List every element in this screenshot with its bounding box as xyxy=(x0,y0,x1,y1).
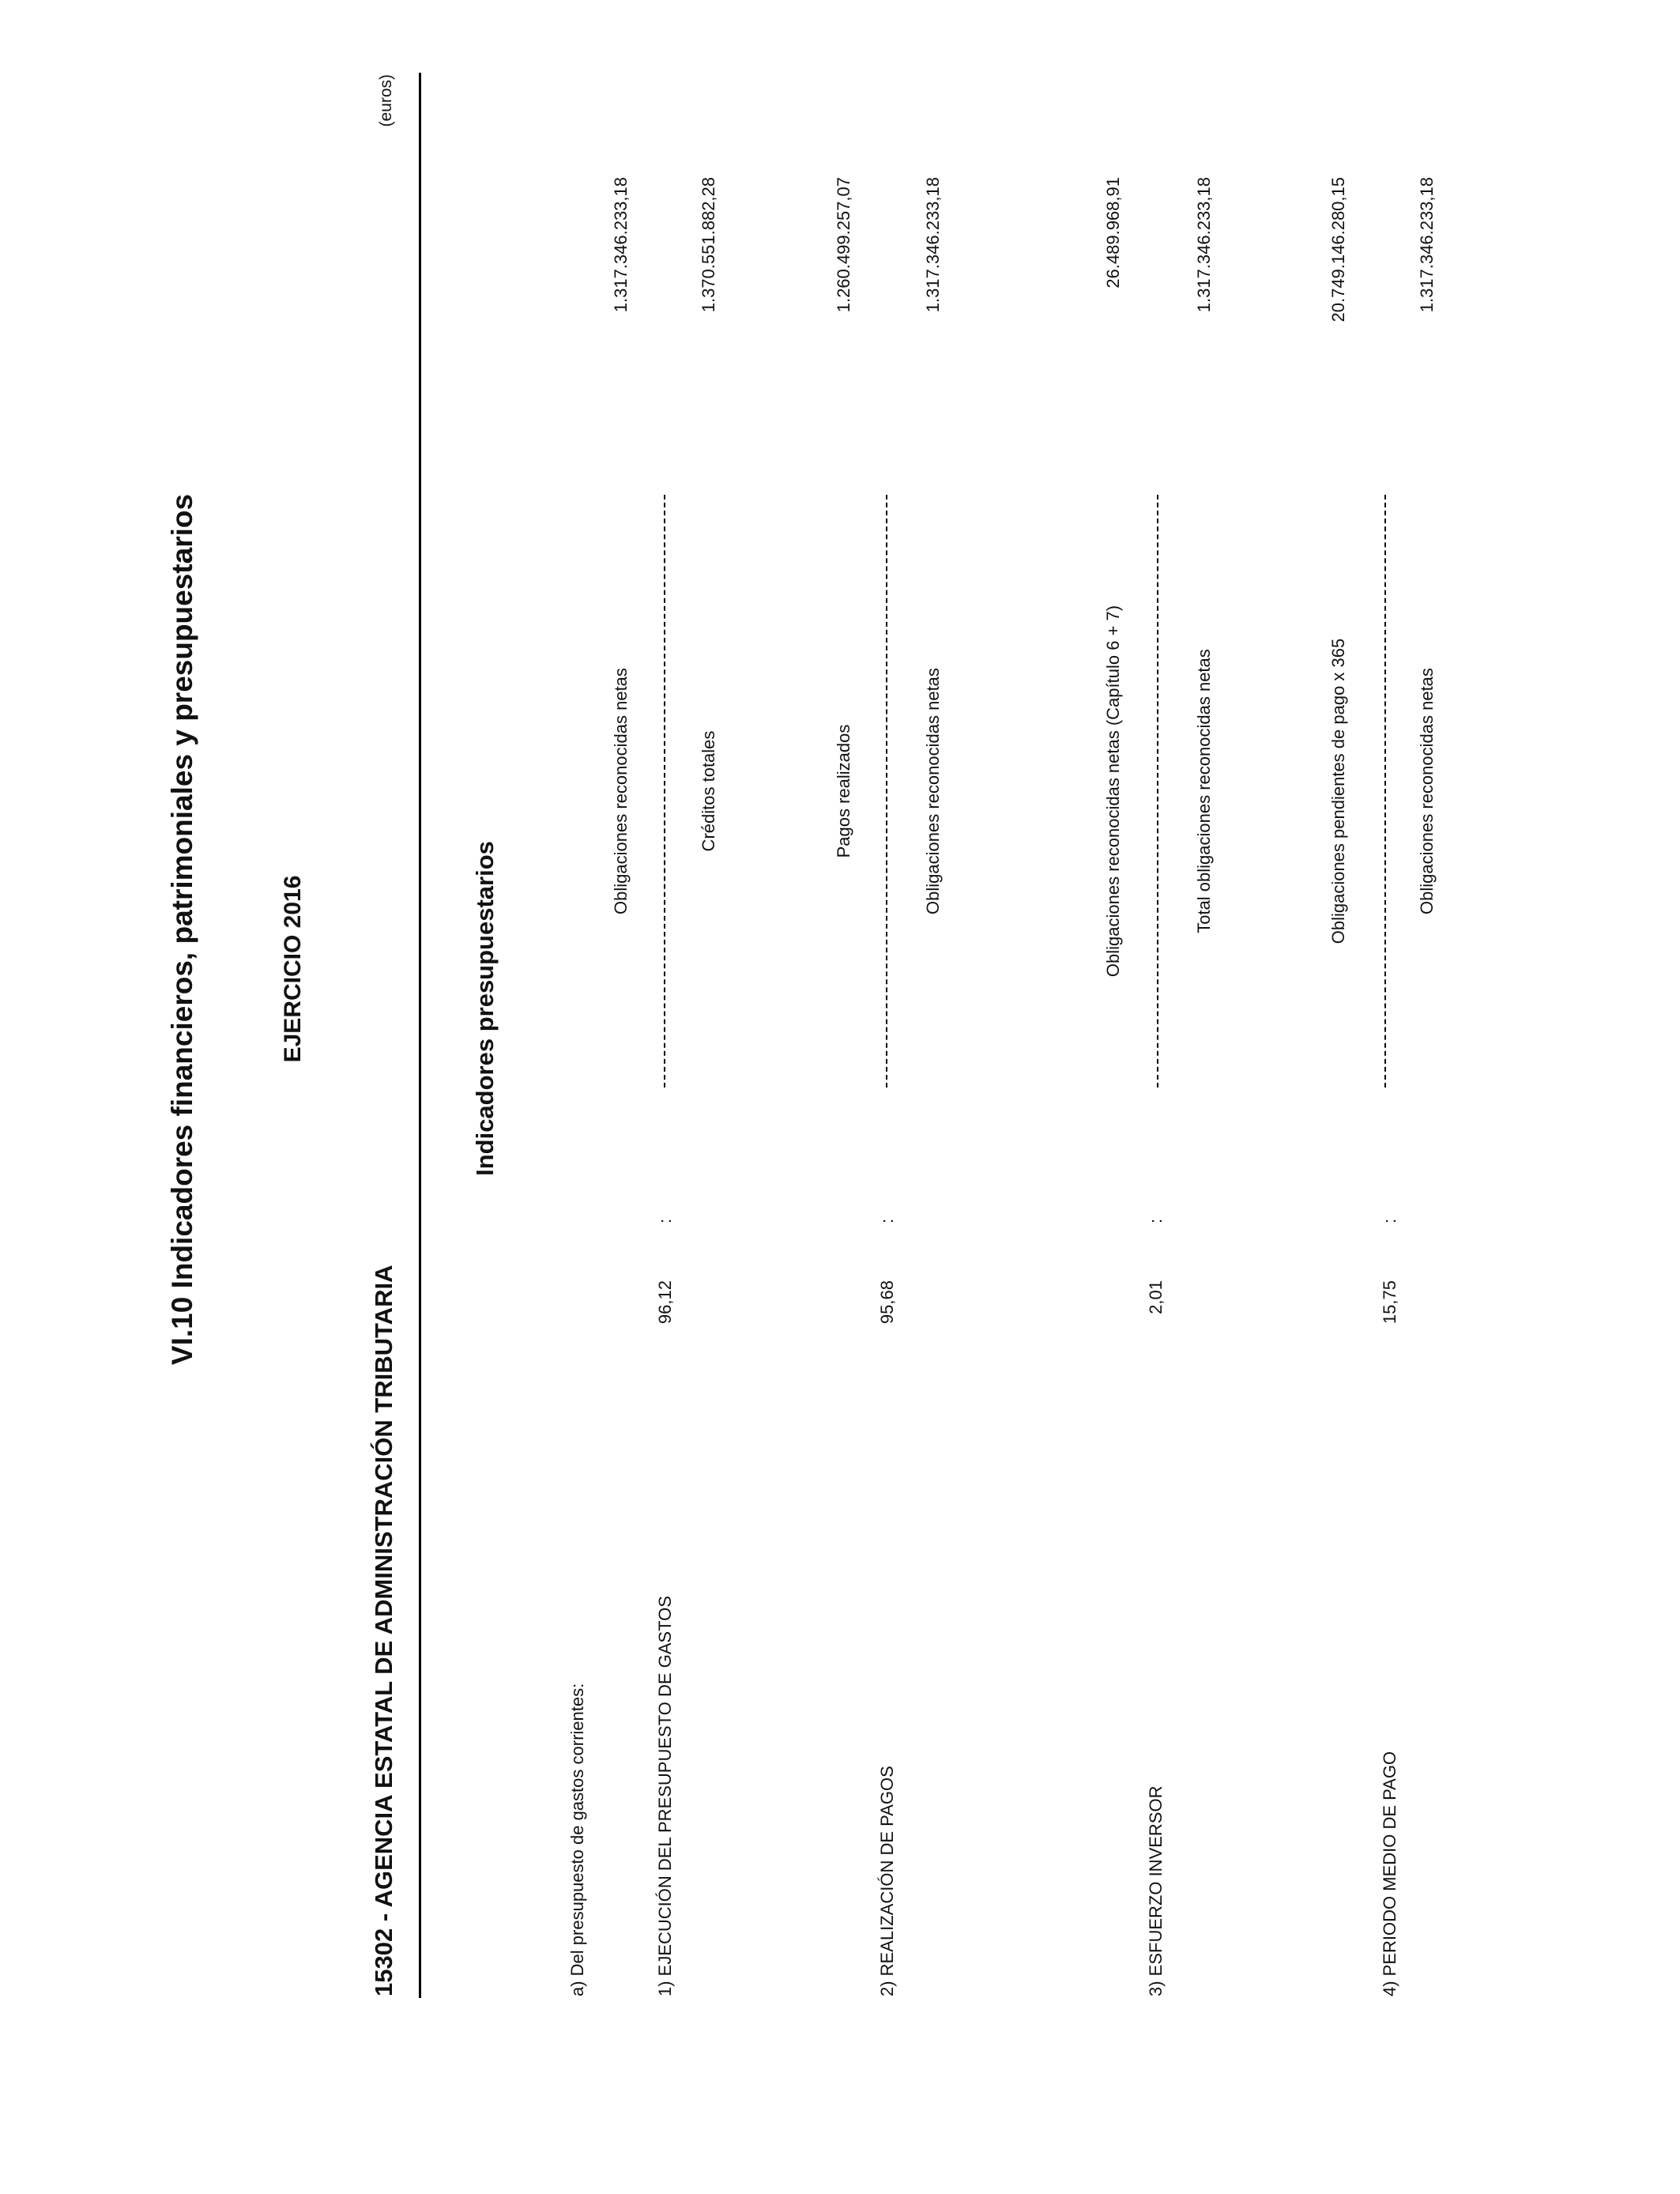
indicator-colon: : xyxy=(1380,1218,1399,1223)
numerator-value: 26.489.968,91 xyxy=(1103,177,1123,288)
numerator-value: 1.317.346.233,18 xyxy=(611,177,631,313)
fraction-bar xyxy=(1157,495,1158,1088)
indicator-label: 1) EJECUCIÓN DEL PRESUPUESTO DE GASTOS xyxy=(655,1596,675,1996)
indicator-label: 4) PERIODO MEDIO DE PAGO xyxy=(1380,1751,1399,1996)
header-rule xyxy=(419,73,421,1998)
numerator-label: Pagos realizados xyxy=(834,724,853,858)
numerator-label: Obligaciones pendientes de pago x 365 xyxy=(1328,638,1348,944)
numerator-value: 1.260.499.257,07 xyxy=(834,177,853,313)
indicator-value: 95,68 xyxy=(877,1280,897,1325)
indicator-label: 2) REALIZACIÓN DE PAGOS xyxy=(877,1766,897,1996)
ejercicio-label: EJERCICIO 2016 xyxy=(280,875,306,1063)
units-label: (euros) xyxy=(377,74,395,127)
denominator-label: Obligaciones reconocidas netas xyxy=(923,668,943,914)
fraction-bar xyxy=(1384,495,1386,1088)
denominator-value: 1.317.346.233,18 xyxy=(1417,177,1437,313)
subsection-label: a) Del presupuesto de gastos corrientes: xyxy=(567,1683,587,1996)
numerator-label: Obligaciones reconocidas netas (Capítulo 6 + 7) xyxy=(1103,605,1123,978)
denominator-value: 1.370.551.882,28 xyxy=(699,177,718,313)
fraction-bar xyxy=(664,495,665,1088)
numerator-label: Obligaciones reconocidas netas xyxy=(611,668,631,914)
numerator-value: 20.749.146.280,15 xyxy=(1328,177,1348,322)
denominator-label: Créditos totales xyxy=(699,730,718,852)
indicator-colon: : xyxy=(655,1218,675,1223)
denominator-value: 1.317.346.233,18 xyxy=(1194,177,1214,313)
indicator-value: 2,01 xyxy=(1146,1280,1166,1314)
fraction-bar xyxy=(886,495,887,1088)
denominator-label: Total obligaciones reconocidas netas xyxy=(1194,649,1214,933)
indicator-colon: : xyxy=(1146,1218,1166,1223)
entity-name: 15302 - AGENCIA ESTATAL DE ADMINISTRACIÓN TRIBUTARIA xyxy=(370,1265,397,1996)
indicator-value: 15,75 xyxy=(1380,1280,1399,1325)
indicator-colon: : xyxy=(877,1218,897,1223)
indicator-label: 3) ESFUERZO INVERSOR xyxy=(1146,1785,1166,1996)
denominator-label: Obligaciones reconocidas netas xyxy=(1417,668,1437,914)
section-heading: Indicadores presupuestarios xyxy=(471,841,499,1176)
denominator-value: 1.317.346.233,18 xyxy=(923,177,943,313)
indicator-value: 96,12 xyxy=(655,1280,675,1325)
page-title: VI.10 Indicadores financieros, patrimoniales y presupuestarios xyxy=(166,493,198,1366)
